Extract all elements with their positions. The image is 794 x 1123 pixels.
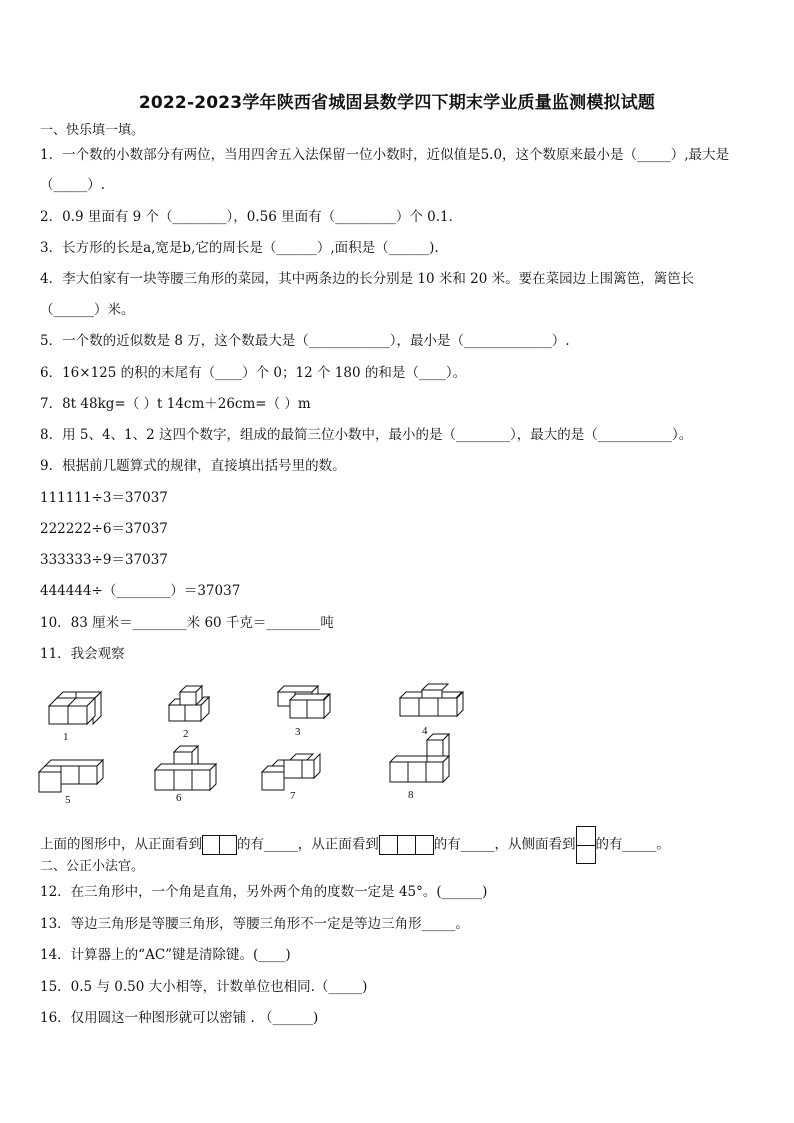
cube-figure-6: [155, 746, 216, 790]
prompt-text-3: 的有_____，从侧面看到: [433, 836, 576, 853]
two-square-view-icon: [202, 835, 237, 855]
equation-line: 444444÷（________）＝37037: [40, 583, 241, 599]
prompt-text-1: 上面的图形中，从正面看到: [40, 836, 202, 853]
equation-line: 111111÷3＝37037: [40, 490, 168, 506]
question-3: 3．长方形的长是a,宽是b,它的周长是（______）,面积是（______).: [40, 240, 439, 256]
equation-line: 333333÷9＝37037: [40, 552, 168, 568]
figure-label-8: 8: [408, 789, 414, 801]
figure-label-6: 6: [176, 792, 182, 804]
question-5: 5．一个数的近似数是 8 万，这个数最大是（____________），最小是（_____________）.: [40, 333, 570, 349]
question-6: 6．16×125 的积的末尾有（____）个 0；12 个 180 的和是（____）。: [40, 365, 467, 381]
question-8: 8．用 5、4、1、2 这四个数字，组成的最简三位小数中，最小的是（________），最大的是（___________）。: [40, 427, 693, 443]
figure-label-1: 1: [63, 731, 69, 743]
question-9: 9．根据前几题算式的规律，直接填出括号里的数。: [40, 458, 346, 474]
section-heading-2: 二、公正小法官。: [40, 859, 145, 874]
question-1-line-1: 1．一个数的小数部分有两位，当用四舍五入法保留一位小数时，近似值是5.0，这个数原来最小是（_____）,最大是: [40, 147, 730, 163]
cube-figure-1: [49, 692, 101, 724]
cube-figure-3: [278, 686, 330, 718]
question-2: 2．0.9 里面有 9 个（________），0.56 里面有（_________）个 0.1．: [40, 209, 463, 225]
figure-label-2: 2: [183, 728, 189, 740]
cube-figure-8: [390, 734, 449, 782]
prompt-text-4: 的有_____。: [595, 836, 670, 853]
two-square-side-view-icon: [576, 826, 596, 864]
section-heading-1: 一、快乐填一填。: [40, 123, 145, 138]
question-13: 13．等边三角形是等腰三角形，等腰三角形不一定是等边三角形_____。: [40, 916, 469, 932]
cube-figure-2: [169, 686, 209, 721]
question-4-line-1: 4．李大伯家有一块等腰三角形的菜园，其中两条边的长分别是 10 米和 20 米。要在菜园边上围篱笆，篱笆长: [40, 271, 695, 287]
figure-label-7: 7: [290, 790, 296, 802]
figure-label-3: 3: [295, 726, 301, 738]
three-square-view-icon: [379, 835, 434, 855]
question-12: 12．在三角形中，一个角是直角，另外两个角的度数一定是 45°。(______): [40, 884, 488, 900]
question-10: 10．83 厘米＝________米 60 千克＝________吨: [40, 615, 334, 631]
question-11: 11．我会观察: [40, 646, 125, 662]
question-14: 14．计算器上的“AC”键是清除键。(____): [40, 947, 291, 963]
figure-label-4: 4: [422, 725, 428, 737]
question-7: 7．8t 48kg=（ ）t 14cm＋26cm=（ ）m: [40, 396, 311, 412]
question-1-line-2: （_____）.: [40, 177, 106, 193]
question-15: 15．0.5 与 0.50 大小相等，计数单位也相同.（_____): [40, 979, 368, 995]
question-4-line-2: （______）米。: [40, 302, 135, 318]
question-16: 16．仅用圆这一种图形就可以密铺 . （______): [40, 1010, 319, 1026]
cube-figure-4: [400, 684, 463, 716]
prompt-text-2: 的有_____，从正面看到: [237, 836, 379, 853]
cube-figure-7: [262, 754, 320, 790]
equation-line: 222222÷6＝37037: [40, 521, 168, 537]
page-title: 2022-2023学年陕西省城固县数学四下期末学业质量监测模拟试题: [138, 93, 656, 113]
cube-figure-5: [39, 760, 103, 792]
figure-label-5: 5: [65, 794, 71, 806]
